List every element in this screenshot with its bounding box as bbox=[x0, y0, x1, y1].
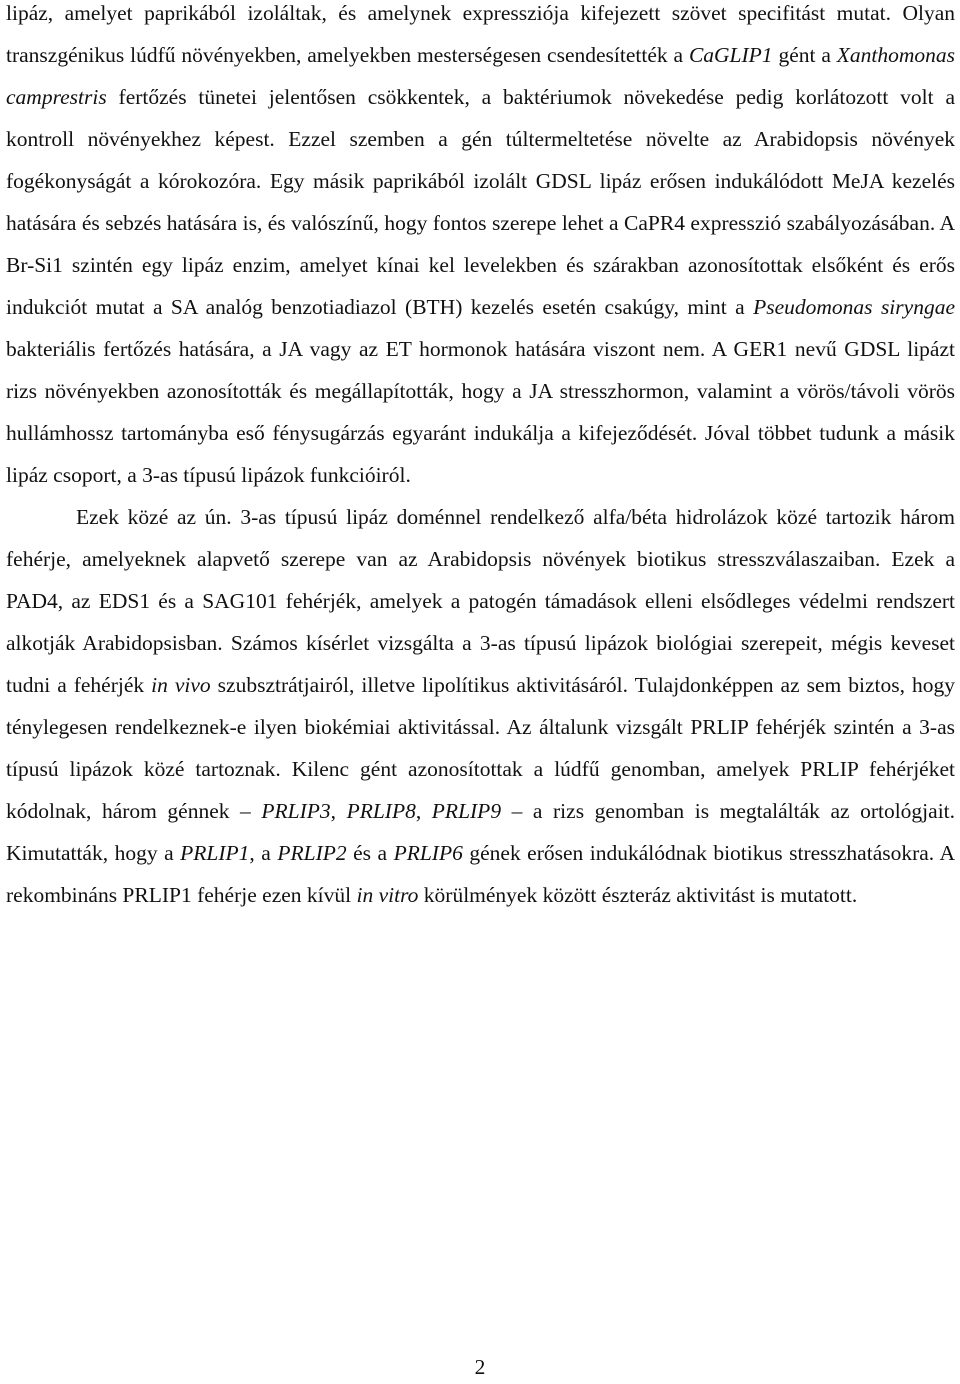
italic-term: PRLIP9 bbox=[431, 799, 502, 823]
italic-term: CaGLIP1 bbox=[688, 43, 773, 67]
page-number: 2 bbox=[474, 1355, 486, 1379]
italic-term: Xanthomonas camprestris bbox=[6, 43, 956, 109]
italic-term: PRLIP1 bbox=[180, 841, 250, 865]
italic-term: in vivo bbox=[151, 673, 211, 697]
text-run: és a bbox=[346, 841, 394, 865]
italic-term: PRLIP6 bbox=[393, 841, 463, 865]
text-run: – a rizs genomban is megtalálták az ortológjait. Kimutatták, hogy a bbox=[6, 799, 956, 865]
text-run: szubsztrátjairól, illetve lipolítikus aktivitásáról. Tulajdonképpen az sem biztos, hogy ténylegesen rendelkeznek-e ilyen biokémiai aktivitással. Az általunk vizsgált PRLIP fehérjék szintén a 3-as típusú lipázok közé tartoznak. Kilenc gént azonosítottak a lúdfű genomban, amelyek PRLIP fehérjéket kódolnak, három génnek – bbox=[6, 673, 955, 823]
italic-term: PRLIP2 bbox=[277, 841, 347, 865]
italic-term: in vitro bbox=[356, 883, 419, 907]
text-run: gének erősen indukálódnak biotikus stresszhatásokra. A rekombináns PRLIP1 fehérje ezen kívül bbox=[6, 841, 956, 907]
italic-term: PRLIP3 bbox=[261, 799, 331, 823]
italic-term: Pseudomonas siryngae bbox=[753, 295, 955, 319]
text-run: Ezek közé az ún. 3-as típusú lipáz doménnel rendelkező alfa/béta hidrolázok közé tartozik három fehérje, amelyeknek alapvető szerepe van az Arabidopsis növények biotikus stresszválaszaiban. Ezek a PAD4, az EDS1 és a SAG101 fehérjék, amelyek a patogén támadások elleni elsődleges védelmi rendszert alkotják Arabidopsisban. Számos kísérlet vizsgálta a 3-as típusú lipázok biológiai szerepeit, mégis keveset tudni a fehérjék bbox=[6, 505, 955, 697]
italic-term: PRLIP8 bbox=[346, 799, 416, 823]
paragraph-1 bbox=[6, 0, 955, 496]
text-run: , bbox=[415, 799, 432, 823]
text-run: lipáz, amelyet paprikából izoláltak, és amelynek expressziója kifejezett szövet specifitást mutat. Olyan transzgénikus lúdfű növényekben, amelyekben mesterségesen csendesítették a bbox=[6, 1, 955, 67]
text-run: bakteriális fertőzés hatására, a JA vagy az ET hormonok hatására viszont nem. A GER1 nevű GDSL lipázt rizs növényekben azonosították és megállapították, hogy a JA stresszhormon, valamint a vörös/távoli vörös hullámhossz tartományba eső fénysugárzás egyaránt indukálja a kifejeződését. Jóval többet tudunk a másik lipáz csoport, a 3-as típusú lipázok funkcióiról. bbox=[6, 337, 955, 487]
text-run: körülmények között észteráz aktivitást is mutatott. bbox=[418, 883, 858, 907]
text-run: fertőzés tünetei jelentősen csökkentek, a baktériumok növekedése pedig korlátozott volt a kontroll növényekhez képest. Ezzel szemben a gén túltermeltetése növelte az Arabidopsis növények fogékonyságát a kórokozóra. Egy másik paprikából izolált GDSL lipáz erősen indukálódott MeJA kezelés hatására és sebzés hatására is, és valószínű, hogy fontos szerepe lehet a CaPR4 expresszió szabályozásában. A Br-Si1 szintén egy lipáz enzim, amelyet kínai kel levelekben és szárakban azonosítottak elsőként és erős indukciót mutat a SA analóg benzotiadiazol (BTH) kezelés esetén csakúgy, mint a bbox=[6, 85, 955, 319]
text-run: gént a bbox=[772, 43, 837, 67]
text-run: , bbox=[330, 799, 347, 823]
paragraph-2 bbox=[6, 496, 955, 916]
text-run: , a bbox=[249, 841, 278, 865]
document-body bbox=[6, 0, 955, 916]
